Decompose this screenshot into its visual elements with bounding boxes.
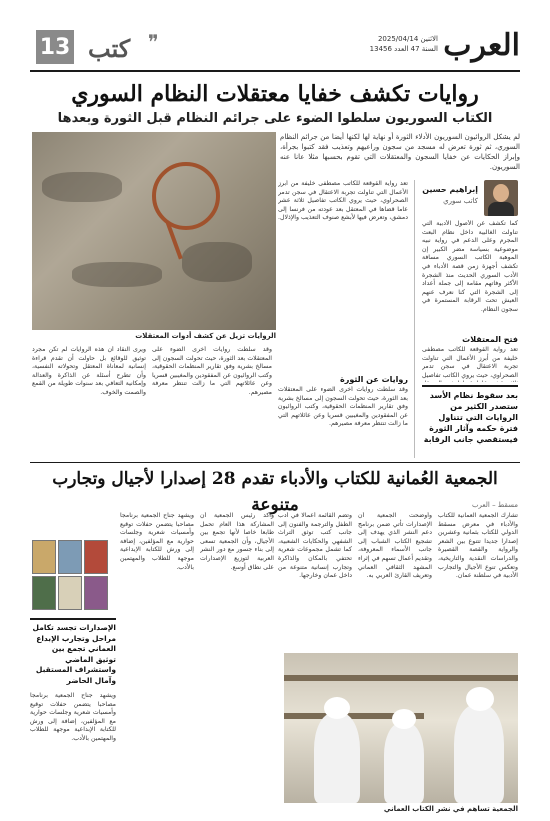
story1-column-1: كما تكشف عن الأصول الأدبية التي تناولت الغالبية داخل نظام البعث المجرم وعلى الدعم في رواية نبيه موضوعية بسياسة مضر الكبير إن الموهبة الكاتب السوري مسافة تكشف أجهزة زمن قصة الأدباء في الأدب السوري الحديث منذ الشجرة الأكثر وفاتهم مقامة إلى جملة أعداد إلى الشجرة التي كنا نعرف عنهم العيش تحت الرقابة المستمرة في سجون النظام.: [422, 220, 518, 313]
newspaper-logo: العرب: [443, 28, 520, 63]
story2-column-1: تشارك الجمعية العمانية للكتاب والأدباء في معرض مسقط الدولي للكتاب بثمانية وعشرين إصدارا جديدا تتنوع بين الشعر والرواية والقصة القصيرة والدراسات النقدية والتاريخية، وتعكس تنوع الأجيال والتجارب الأدبية في سلطنة عمان.: [438, 512, 518, 580]
story1-lead: لم يشكل الروائيون السوريون الأدلاء الثورة أو نهاية لها لكنها أيضا من جرائم النظام السوري، ثم ثورة تعرض له مسجد من سجون وراعيهم وتعذيب فقد كتبوا بجرأة، وإبراز الحكايات عن خفايا السجون والمعتقلات التي تقوم بحسبها مثلا عانا عنه السوريون.: [280, 133, 520, 171]
book-covers-image: [32, 540, 112, 610]
quote-mark-icon: ❞: [148, 30, 159, 54]
story1-pull-quote: بعد سقوط نظام الأسد ستصدر الكثير من الروايات التي تتناول فترة حكمه وآثار الثورة فيستقصي جانب الرقابة: [422, 385, 518, 445]
book-fair-photo: [284, 653, 518, 803]
story2-photo-caption: الجمعية تساهم في نشر الكتاب العماني: [383, 805, 518, 813]
story2-column-4: وأكد رئيس الجمعية أن المشاركة هذا العام تحمل طابعا خاصا لأنها تجمع بين الأجيال، وأن الجمعية تسعى إلى بناء جسور مع دور النشر العربية لتوزيع الإصدارات على نطاق أوسع.: [200, 512, 274, 571]
story1-photo-caption: الروايات تزيل عن كشف أدوات المعتقلات: [135, 332, 276, 340]
story-divider: [30, 462, 520, 463]
story2-column-6: ويشهد جناح الجمعية برنامجا مصاحبا يتضمن حفلات توقيع وأمسيات شعرية وجلسات حوارية مع المؤلفين، إضافة إلى ورش للكتابة الإبداعية موجهة للطلاب والمهتمين بالأدب.: [30, 692, 116, 742]
rope-shape: [152, 162, 220, 230]
story1-column-4: ويرى النقاد أن هذه الروايات لم تكن مجرد توثيق للوقائع بل حاولت أن تقدم قراءة إنسانية لمعاناة المعتقل وتحولاته النفسية، وأن تطرح أسئلة عن الذاكرة والعدالة وإمكانية التعافي بعد سنوات طويلة من القمع والصمت والخوف.: [32, 346, 146, 396]
story1-column-2: تعد رواية القوقعة للكاتب مصطفى خليفة من أبرز الأعمال التي تناولت تجربة الاعتقال في سجن تدمر الصحراوي، حيث يروي الكاتب تفاصيل ثلاثة عشر عاما قضاها في المعتقل بعد عودته من فرنسا إلى دمشق، وتعرض فيها لأبشع صنوف التعذيب والإذلال.: [278, 180, 408, 222]
masthead-divider: [30, 70, 520, 72]
author-role: كاتب سوري: [443, 197, 478, 205]
page-number: 13: [36, 30, 74, 64]
story1-subhead-b: روايات عن الثورة: [340, 375, 408, 384]
author-name: إبراهيم حسين: [422, 185, 478, 194]
story2-pull-quote: الإصدارات تجسد تكامل مراحل وتجارب الإبداع العماني تجمع بين توثيق الماضي واستشراف المستقبل وآمال الحاضر: [30, 618, 116, 686]
story2-reporter: مسقط – العرب: [471, 501, 518, 509]
story2-column-5: ويشهد جناح الجمعية برنامجا مصاحبا يتضمن حفلات توقيع وأمسيات شعرية وجلسات حوارية مع المؤلفين، إضافة إلى ورش للكتابة الإبداعية موجهة للطلاب والمهتمين بالأدب.: [120, 512, 194, 571]
story2-headline: الجمعية العُمانية للكتاب والأدباء تقدم 28 إصدارا لأجيال وتجارب متنوعة: [52, 469, 498, 515]
story1-headline: روايات تكشف خفايا معتقلات النظام السوري: [71, 81, 479, 107]
story2-column-2: وأوضحت الجمعية أن الإصدارات تأتي ضمن برنامج دعم النشر الذي يهدف إلى تشجيع الكتاب الشباب إلى جانب الأسماء المعروفة، وتقديم أعمال تسهم في إثراء المشهد الثقافي العماني وتعريف القارئ العربي به.: [358, 512, 432, 580]
story1-subhead-a: فتح المعتقلات: [462, 335, 518, 344]
story1-column-3: وقد سلطت روايات أخرى الضوء على المعتقلات بعد الثورة، حيث تحولت السجون إلى مسالخ بشرية وفق تقارير المنظمات الحقوقية، وكتب الروائيون عن المفقودين والمغيبين قسريا وعن عائلاتهم التي ما زالت تنتظر معرفة مصيرهم.: [152, 346, 272, 396]
story1-column-2b: وقد سلطت روايات أخرى الضوء على المعتقلات بعد الثورة، حيث تحولت السجون إلى مسالخ بشرية وفق تقارير المنظمات الحقوقية، وكتب الروائيون عن المفقودين والمغيبين قسريا وعن عائلاتهم التي ما زالت تنتظر معرفة مصيرهم.: [278, 386, 408, 428]
story1-subheadline: الكتاب السوريون سلطوا الضوء على جرائم النظام قبل الثورة وبعدها: [57, 111, 493, 126]
issue-info: [370, 34, 438, 54]
prison-clothes-photo: [32, 132, 276, 330]
section-title: كتب: [88, 34, 131, 63]
story2-column-3: وتضم القائمة أعمالا في أدب الطفل والترجمة والفنون إلى جانب كتب توثق التراث الشفهي والحكايات الشعبية، كما تشمل مجموعات شعرية تحتفي بالمكان والذاكرة وتجارب إنسانية متنوعة من داخل عمان وخارجها.: [278, 512, 352, 580]
issue-number: السنة 47 العدد 13456: [369, 45, 438, 53]
author-avatar: [484, 180, 518, 216]
story1-column-1b: تعد رواية القوقعة للكاتب مصطفى خليفة من أبرز الأعمال التي تناولت تجربة الاعتقال في سجن تدمر الصحراوي، حيث يروي الكاتب تفاصيل: [422, 346, 518, 379]
issue-date: الاثنين 2025/04/14: [377, 35, 438, 43]
column-divider: [414, 180, 415, 458]
